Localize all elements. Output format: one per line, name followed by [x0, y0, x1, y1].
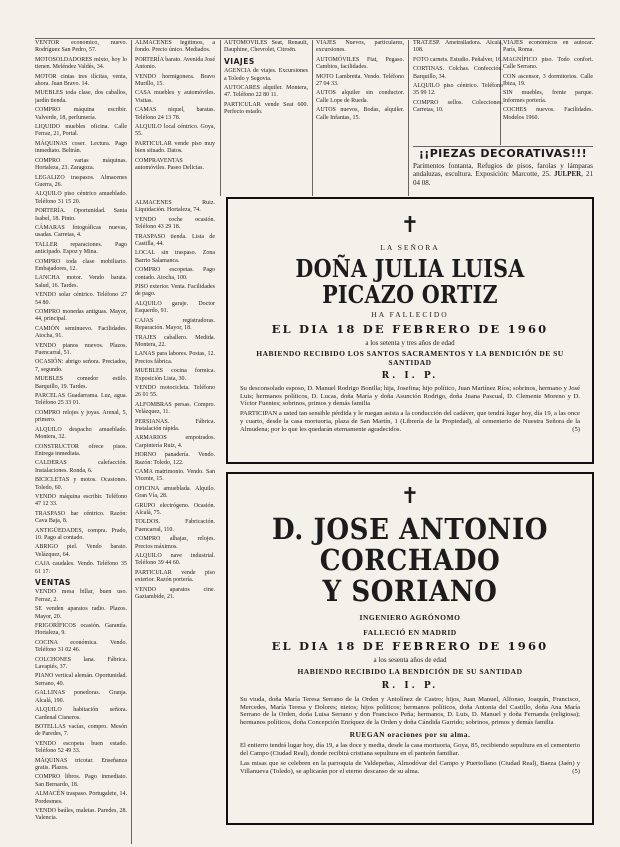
classified-ad: ANTIGÜEDADES, compra. Prado, 10. Pago al contado. — [35, 527, 127, 541]
classified-ad: AUTOCARES alquiler. Montera, 47. Teléfono 22 80 11. — [224, 85, 308, 99]
obituary-notice — [240, 410, 580, 433]
decorative-ad-body: Parimentos fontanta, Refugios de pisos, farolas y lámparas andaluzas, escultura. Exposición: Marcotte, 25. JULPER, 21 04 08. — [413, 162, 594, 187]
classified-ad: PORTERÍA. Oportunidad. Santa Isabel, 18. Pinto. — [35, 208, 127, 222]
classified-ad: ALQUILO piso céntrico amueblado. Teléfono 31 15 20. — [35, 191, 127, 205]
classified-ad: ABRIGO piel. Vendo barato. Velázquez, 64. — [35, 544, 127, 558]
classified-ad: COCHES nuevos. Facilidades. Modelos 1960. — [503, 107, 593, 121]
column-rule — [220, 40, 221, 196]
classified-ad: GRUPO electrógeno. Ocasión. Alcalá, 75. — [135, 502, 215, 517]
classified-ad: COMPRO varias máquinas. Hortaleza, 23. Zaragoza. — [35, 157, 127, 172]
classified-ad: LANCHA motor. Vendo barata. Salud, 16. Tardes. — [35, 275, 127, 289]
classified-ad: AUTOMÓVILES Seat, Renault, Dauphine, Chevrolet, Citroën. — [224, 40, 308, 54]
decorative-ad-brand: JULPER — [553, 170, 582, 179]
classified-ad: BICICLETAS y motos. Ocasiones. Toledo, 60. — [35, 477, 127, 491]
classified-ad: AUTOMÓVILES Fiat, Pegaso. Cambios, facilidades. — [316, 56, 404, 71]
classified-ad: COMPRO toda clase mobiliario. Embajadores, 12. — [35, 258, 127, 272]
classified-ad: OFICINA amueblada. Alquilo. Gran Vía, 28. — [135, 485, 215, 500]
classified-ad: PARTICULAR vende Seat 600. Perfecto estado. — [224, 101, 308, 116]
classified-ad: COMPRAVENTAS automóviles. Paseo Delicias. — [135, 157, 204, 172]
top-rule — [35, 38, 595, 39]
obituary-sacraments: HABIENDO RECIBIDO LOS SANTOS SACRAMENTOS Y LA BENDICIÓN DE SU SANTIDAD — [256, 349, 564, 367]
obituary-request: RUEGAN oraciones por su alma. — [349, 729, 471, 739]
classified-ad: LEGALIZO traspasos. Almacenes Guerra, 26. — [35, 174, 127, 188]
classifieds-column-5 — [413, 40, 503, 145]
classified-ad: MOTOSOLDADORES mixto, hoy lo tienen. Meléndez Valdés, 34. — [35, 56, 127, 71]
classified-ad: COMPRO alhajas, relojes. Precios máximos. — [135, 536, 215, 550]
classified-ad: VENDO motocicleta. Teléfono 26 01 55. — [135, 384, 215, 399]
classifieds-column-2-lower — [135, 200, 215, 784]
classified-ad: AGENCIA de viajes. Excursiones a Toledo y Segovia. — [224, 68, 308, 82]
classified-ad: MUEBLES comedor estilo. Barquillo, 19. Tardes. — [35, 376, 127, 390]
classified-ad: COMPRO escopetas. Pago contado. Atocha, 100. — [135, 267, 215, 281]
cross-icon: ✝ — [400, 213, 420, 238]
classified-ad: ARMARIOS empotrados. Carpintería Ruiz, 4. — [135, 435, 215, 449]
column-rule — [408, 40, 409, 196]
classified-ad: ALMACÉN traspaso. Portugalete, 14. Pordesmes. — [35, 791, 127, 805]
obituary-rip: R. I. P. — [381, 681, 439, 691]
obituary-picazo — [226, 197, 594, 464]
classified-ad: LOCAL sin traspaso. Zona Barrio Salamanca. — [135, 250, 215, 264]
classified-ad: BOTELLAS vacías, compro. Mesón de Paredes, 7. — [35, 723, 127, 738]
classified-ad: ALQUILO despacho amueblado. Montera, 32. — [35, 426, 127, 441]
classified-ad: SIN muebles, frente parque. Informes portería. — [503, 90, 593, 104]
classified-ad: MUEBLES toda clase, dos caballos, jardín tienda. — [35, 90, 127, 104]
classified-ad: VIAJES económicos en autocar. París, Roma. — [503, 40, 593, 54]
classified-ad: PARTICULAR vende piso exterior. Razón portería. — [135, 569, 215, 584]
classified-ad: PORTERÍA barato. Avenida José Antonio. — [135, 56, 215, 71]
classified-ad: ALQUILO garaje. Doctor Esquerdo, 91. — [135, 300, 215, 315]
classified-ad: CON ascensor, 3 dormitorios. Calle Ibiza, 19. — [503, 73, 593, 88]
column-rule — [131, 40, 132, 844]
classified-ad: CAMAS niquel, baratas. Teléfono 24 13 78. — [135, 107, 215, 121]
classified-ad: ALQUILO local céntrico. Goya, 55. — [135, 124, 215, 138]
obituary-family: Su desconsolado esposo, D. Manuel Rodrigo Bonilla; hija, Josefina; hijo político, Juan Martínez Ríos; sobrinos, hermano y José Luis; hermanos políticos, D. Lucas, doña María y doña Asunción Rodrigo, doña Juana Pascual, D. Clemente Moreno y D. Víctor Fuentes; sobrinos, primos y demás familia — [240, 385, 580, 408]
classified-ad: CORTINAS. Colchas. Confección. Barquillo, 34. — [413, 66, 503, 80]
obituary-name: DOÑA JULIA LUISA PICAZO ORTIZ — [295, 254, 525, 309]
classified-ad: VENDO mesa billar, buen uso. Ferraz, 2. — [35, 589, 127, 603]
classified-ad: CASA muebles y automóviles. Visitas. — [135, 90, 215, 104]
classified-ad: COMPRO libros. Pago inmediato. San Bernardo, 18. — [35, 774, 127, 788]
classified-ad: VIAJES Nuevos, particulares, excursiones. — [316, 40, 404, 54]
section-heading-ventas: VENTAS — [35, 578, 71, 587]
classified-ad: CÁMARAS fotográficas nuevas, usadas. Carretas, 4. — [35, 224, 127, 239]
classified-ad: ALFOMBRAS persas. Compro. Velázquez, 11. — [135, 401, 215, 416]
obituary-name-line-1: D. JOSE ANTONIO CORCHADO — [272, 512, 548, 577]
classified-ad: LANAS para labores. Postas, 12. Precios fábrica. — [135, 351, 215, 365]
obituary-status: FALLECIÓ EN MADRID — [363, 628, 457, 637]
classified-ad: TALLER reparaciones. Pago anticipado. Espoz y Mina. — [35, 241, 127, 256]
classified-ad: COMPRO relojes y joyas. Arenal, 5, primero. — [35, 409, 127, 424]
classified-ad: PIANO vertical alemán. Oportunidad. Serrano, 40. — [35, 673, 127, 687]
classified-ad: OCASIÓN: abrigo señora. Preciados, 7, segundo. — [35, 359, 127, 373]
obituary-burial: El entierro tendrá lugar hoy, día 19, a las doce y media, desde la casa mortuoria, Goya, 85, recibiendo sepultura en el cementerio del Campo (Ciudad Real), donde recibirá cristiana sepultura en el panteón familiar. — [240, 741, 580, 757]
classified-ad: ALMACENES Ruiz. Liquidación. Hortaleza, 74. — [135, 200, 215, 214]
obituary-age: a los sesenta años de edad — [373, 656, 447, 664]
classified-ad: COLCHONES lana. Fábrica. Lavapiés, 37. — [35, 656, 127, 671]
obituary-age: a los setenta y tres años de edad — [365, 339, 455, 347]
classifieds-column-3 — [224, 40, 308, 190]
classified-ad: CAJA caudales. Vendo. Teléfono 35 61 17. — [35, 561, 127, 575]
classified-ad: COMPRO monedas antiguas. Mayor, 44, principal. — [35, 309, 127, 323]
classified-ad: ALQUILO nave industrial. Teléfono 39 44 60. — [135, 553, 215, 567]
classified-ad: CONSTRUCTOR ofrece pisos. Entrega inmediata. — [35, 443, 127, 457]
classified-ad: HORNO panadería. Vendo. Razón: Toledo, 122. — [135, 452, 215, 466]
classified-ad: PARCELAS Guadarrama. Luz, agua. Teléfono 25 33 01. — [35, 393, 127, 407]
obituary-profession: INGENIERO AGRÓNOMO — [359, 613, 461, 622]
classified-ad: COMPRO sellos. Colecciones. Carretas, 10. — [413, 99, 503, 114]
classified-ad: PARTICULAR vende piso muy bien situado. Datos. — [135, 140, 215, 155]
classified-ad: VENDO solar céntrico. Teléfono 27 54 80. — [35, 292, 127, 306]
classified-ad: COMPRO máquina escribir. Valverde, 18, perfumería. — [35, 107, 127, 121]
classified-ad: TRAJES caballero. Medida. Montera, 22. — [135, 334, 215, 348]
classified-ad: CAMIÓN seminuevo. Facilidades. Atocha, 91. — [35, 325, 127, 340]
obituary-ref: (5) — [572, 425, 580, 433]
classified-ad: CAMA matrimonio. Vendo. San Vicente, 15. — [135, 469, 215, 483]
classified-ad: MUEBLES cocina formica. Exposición Lista, 30. — [135, 368, 215, 382]
classified-ad: MAGNÍFICO piso. Todo confort. Calle Serrano. — [503, 56, 593, 71]
classified-ad: LIQUIDO muebles oficina. Calle Ferraz, 21, Portal. — [35, 124, 127, 138]
classified-ad: MOTOR cintas tres ilícitas, venta, ahora. Juan Bravo. 14. — [35, 73, 127, 88]
obituary-corchado — [226, 472, 594, 825]
obituary-intro: LA SEÑORA — [380, 243, 440, 252]
classified-ad: PERSIANAS. Fábrica. Instalación rápida. — [135, 418, 215, 432]
classified-ad: VENDO coche ocasión. Teléfono 43 29 18. — [135, 216, 215, 231]
classified-ad: TRASPASO bar céntrico. Razón: Cava Baja, 8. — [35, 510, 127, 525]
obituary-name-line-2: Y SORIANO — [322, 574, 498, 608]
obituary-rip: R. I. P. — [381, 371, 439, 381]
classified-ad: VENTOR económico, nuevo. Rodríguez San Pedro, 57. — [35, 40, 127, 54]
classified-ad: GALLINAS ponedoras. Granja. Alcalá, 190. — [35, 690, 127, 704]
section-heading-viajes: VIAJES — [224, 56, 255, 66]
classified-ad: FOTO carnets. Estudio. Peñalver, 16. — [413, 56, 503, 63]
obituary-sacraments: HABIENDO RECIBIDO LA BENDICIÓN DE SU SANTIDAD — [297, 667, 523, 676]
classified-ad: VENDO baúles, maletas. Paredes, 28. Valencia. — [35, 807, 127, 822]
classified-ad: CALDERAS calefacción. Instalaciones. Ronda, 6. — [35, 460, 127, 474]
decorative-ad-phone: 21 04 08. — [413, 170, 594, 187]
decorative-pieces-ad — [413, 147, 593, 192]
classified-ad: ALQUILO habitación señora. Cardenal Cisneros. — [35, 707, 127, 721]
classified-ad: VENDO aparatos cine. Gaztambide, 21. — [135, 586, 215, 601]
cross-icon: ✝ — [400, 484, 420, 509]
obituary-date: EL DIA 18 DE FEBRERO DE 1960 — [271, 322, 549, 336]
classified-ad: TRASPASO tienda. Lista de Castilla, 44. — [135, 233, 215, 248]
classified-ad: CAJAS registradoras. Reparación. Mayor, 18. — [135, 317, 215, 332]
classified-ad: VENDO máquina escribir. Teléfono 47 12 33. — [35, 493, 127, 508]
obituary-status: HA FALLECIDO — [371, 310, 449, 319]
decorative-ad-text: Parimentos fontanta, Refugios de pisos, farolas y lámparas andaluzas, escultura. Exposición: Marcotte, 25. — [413, 162, 593, 179]
classifieds-column-4 — [316, 40, 404, 190]
classified-ad: ALQUILO piso céntrico. Teléfono 35 99 12. — [413, 83, 503, 97]
classified-ad: COCINA económica. Vendo. Teléfono 31 02 46. — [35, 639, 127, 654]
classified-ad: SE venden aparatos radio. Plazos. Mayor, 20. — [35, 606, 127, 620]
classified-ad: VENDO escopeta buen estado. Teléfono 52 49 33. — [35, 740, 127, 755]
obituary-family: Su viuda, doña María Teresa Serrano de la Orden y Antolínez de Castro; hijos, Juan Manuel, Alfonso, Joaquín, Francisco, Mercedes, María Teresa y Dolores; nietos; hijos políticos; hermanos políticos, doña Antonia del Castillo, doña Ana María Serrano de la Orden, doña Luisa Serrano y don Francisco Peña; hermanos, D. Luis, D. Manuel y doña Fernanda (religiosa); hermanos políticos, doña Concepción Enríquez de la Orden y doña Cándida Garrido; sobrinos, primos y demás familia — [240, 696, 580, 727]
decorative-ad-title: ¡¡PIEZAS DECORATIVAS!!! — [418, 147, 588, 160]
classified-ad: VENDO hormigonera. Bravo Murillo, 15. — [135, 73, 215, 88]
classified-ad: TRAT.ESP. Ametralladora. Alcalá, 108. — [413, 40, 503, 54]
obituary-masses — [240, 760, 580, 775]
column-rule — [312, 40, 313, 196]
classifieds-column-6 — [503, 40, 593, 145]
obituary-notice-text: PARTICIPAN a usted tan sensible pérdida y le ruegan asista a la conducción del cadáver, que tendrá lugar hoy, día 19, a las once y cuarto, desde la casa mortuoria, plaza de San Martín, 1 (Librería de la Propiedad), al cementerio de Nuestra Señora de la Almudena; por lo que les quedarán eternamente agradecidos. — [240, 410, 580, 433]
obituary-masses-text: Las misas que se celebren en la parroquia de Valdepeñas, Almodóvar del Campo y Puertollano (Ciudad Real), Baeza (Jaén) y Villanueva (Toledo), se aplicarán por el eterno descanso de su alma. — [240, 760, 580, 775]
obituary-date: EL DIA 18 DE FEBRERO DE 1960 — [271, 639, 549, 653]
classified-ad: ALMACENES legítimos, a fondo. Precio único. Mediados. — [135, 40, 215, 54]
classified-ad: TOLDOS. Fabricación. Fuencarral, 110. — [135, 519, 215, 533]
classified-ad: FRIGORÍFICOS ocasión. Garantía. Hortaleza, 9. — [35, 623, 127, 637]
obituary-ref: (5) — [572, 767, 580, 775]
classified-ad: MÁQUINAS tricotar. Enseñanza gratis. Plazos. — [35, 757, 127, 771]
classified-ad: VENDO pianos nuevos. Plazos. Fuencarral, 51. — [35, 342, 127, 357]
classified-ad: AUTOS alquiler sin conductor. Calle Lope de Rueda. — [316, 90, 404, 104]
classified-ad: AUTOS nuevos, Bodas, alquiler. Calle Infantas, 15. — [316, 107, 404, 121]
classified-ad: MOTO Lambretta. Vendo. Teléfono 27 04 33. — [316, 73, 404, 88]
classifieds-column-1 — [35, 40, 127, 844]
classifieds-column-2 — [135, 40, 215, 200]
classified-ad: PISO exterior. Venta. Facilidades de pago. — [135, 284, 215, 298]
classified-ad: MÁQUINAS coser. Lectura. Pago inmediato. Beltrán. — [35, 140, 127, 155]
